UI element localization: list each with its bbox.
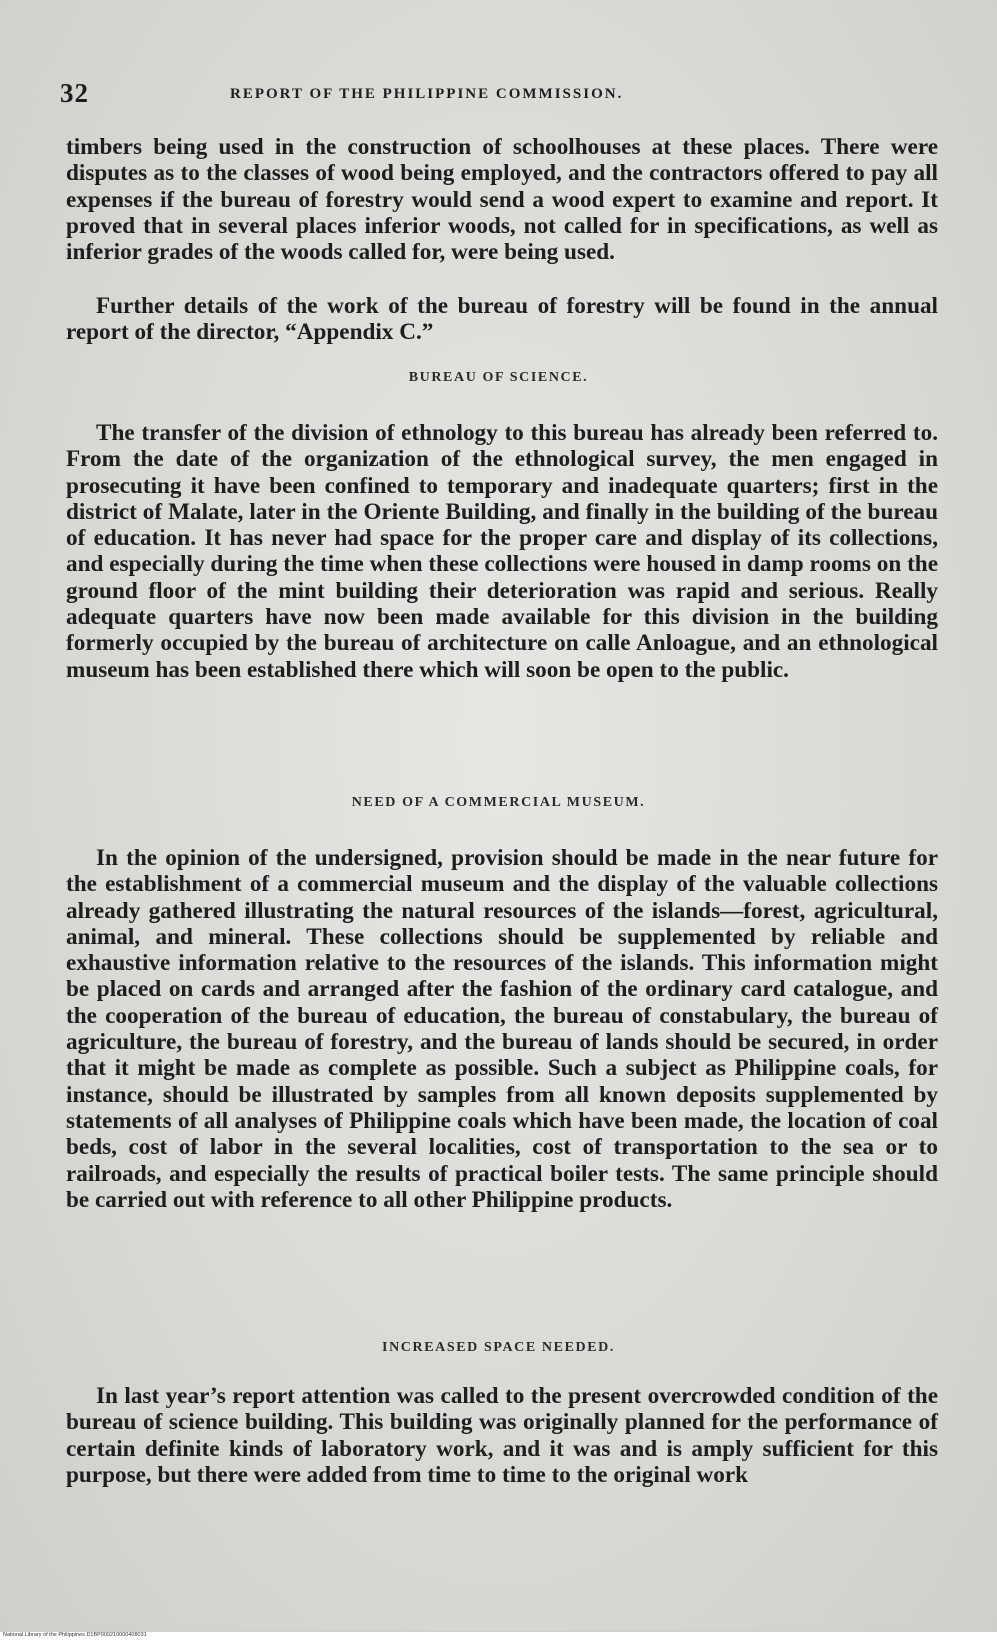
footer-strip bbox=[0, 1631, 997, 1640]
paragraph-increased-space: In last year’s report attention was called to the present overcrowded condition of the bureau of science building. This building was originally planned for the performance of certain definite kinds of laboratory work, and it was and is amply sufficient for this purpose, but there were added from time to time to the original work bbox=[66, 1383, 938, 1488]
paragraph-commercial-museum: In the opinion of the undersigned, provision should be made in the near future for the establishment of a commercial museum and the display of the valuable collections already gathered illustrating the natural resources of the islands—forest, agricultural, animal, and mineral. These collections should be supplemented by reliable and exhaustive information relative to the resources of the islands. This information might be placed on cards and arranged after the fashion of the ordinary card catalogue, and the cooperation of the bureau of education, the bureau of constabulary, the bureau of agriculture, the bureau of forestry, and the bureau of lands should be secured, in order that it might be made as complete as possible. Such a subject as Philippine coals, for instance, should be illustrated by samples from all known deposits supplemented by statements of all analyses of Philippine coals which have been made, the location of coal beds, cost of labor in the several localities, cost of transportation to the sea or to railroads, and especially the results of practical boiler tests. The same principle should be carried out with reference to all other Philippine products. bbox=[66, 845, 938, 1213]
footer-caption: National Library of the Philippines D1BP000210000408031 bbox=[3, 1632, 147, 1638]
paragraph-ethnology-division: The transfer of the division of ethnology to this bureau has already been referred to. From the date of the organization of the ethnological survey, the men engaged in prosecuting it have been confined to temporary and inadequate quarters; first in the district of Malate, later in the Oriente Building, and finally in the building of the bureau of education. It has never had space for the proper care and display of its collections, and especially during the time when these collections were housed in damp rooms on the ground floor of the mint building their deterioration was rapid and serious. Really adequate quarters have now been made available for this division in the building formerly occupied by the bureau of architecture on calle Anloague, and an ethnological museum has been established there which will soon be open to the public. bbox=[66, 420, 938, 683]
running-header bbox=[60, 78, 940, 106]
heading-commercial-museum: NEED OF A COMMERCIAL MUSEUM. bbox=[351, 795, 646, 810]
paragraph-schoolhouse-timbers: timbers being used in the construction of schoolhouses at these places. There were disputes as to the classes of wood being employed, and the contractors offered to pay all expenses if the bureau of forestry would send a wood expert to examine and report. It proved that in several places inferior woods, not called for in specifications, as well as inferior grades of the woods called for, were being used. bbox=[66, 134, 938, 266]
paragraph-forestry-details: Further details of the work of the bureau of forestry will be found in the annual report of the director, “Appendix C.” bbox=[66, 293, 938, 346]
heading-bureau-of-science: BUREAU OF SCIENCE. bbox=[408, 370, 589, 385]
page-number: 32 bbox=[60, 78, 89, 108]
heading-increased-space: INCREASED SPACE NEEDED. bbox=[382, 1340, 615, 1355]
running-title: REPORT OF THE PHILIPPINE COMMISSION. bbox=[230, 86, 624, 102]
